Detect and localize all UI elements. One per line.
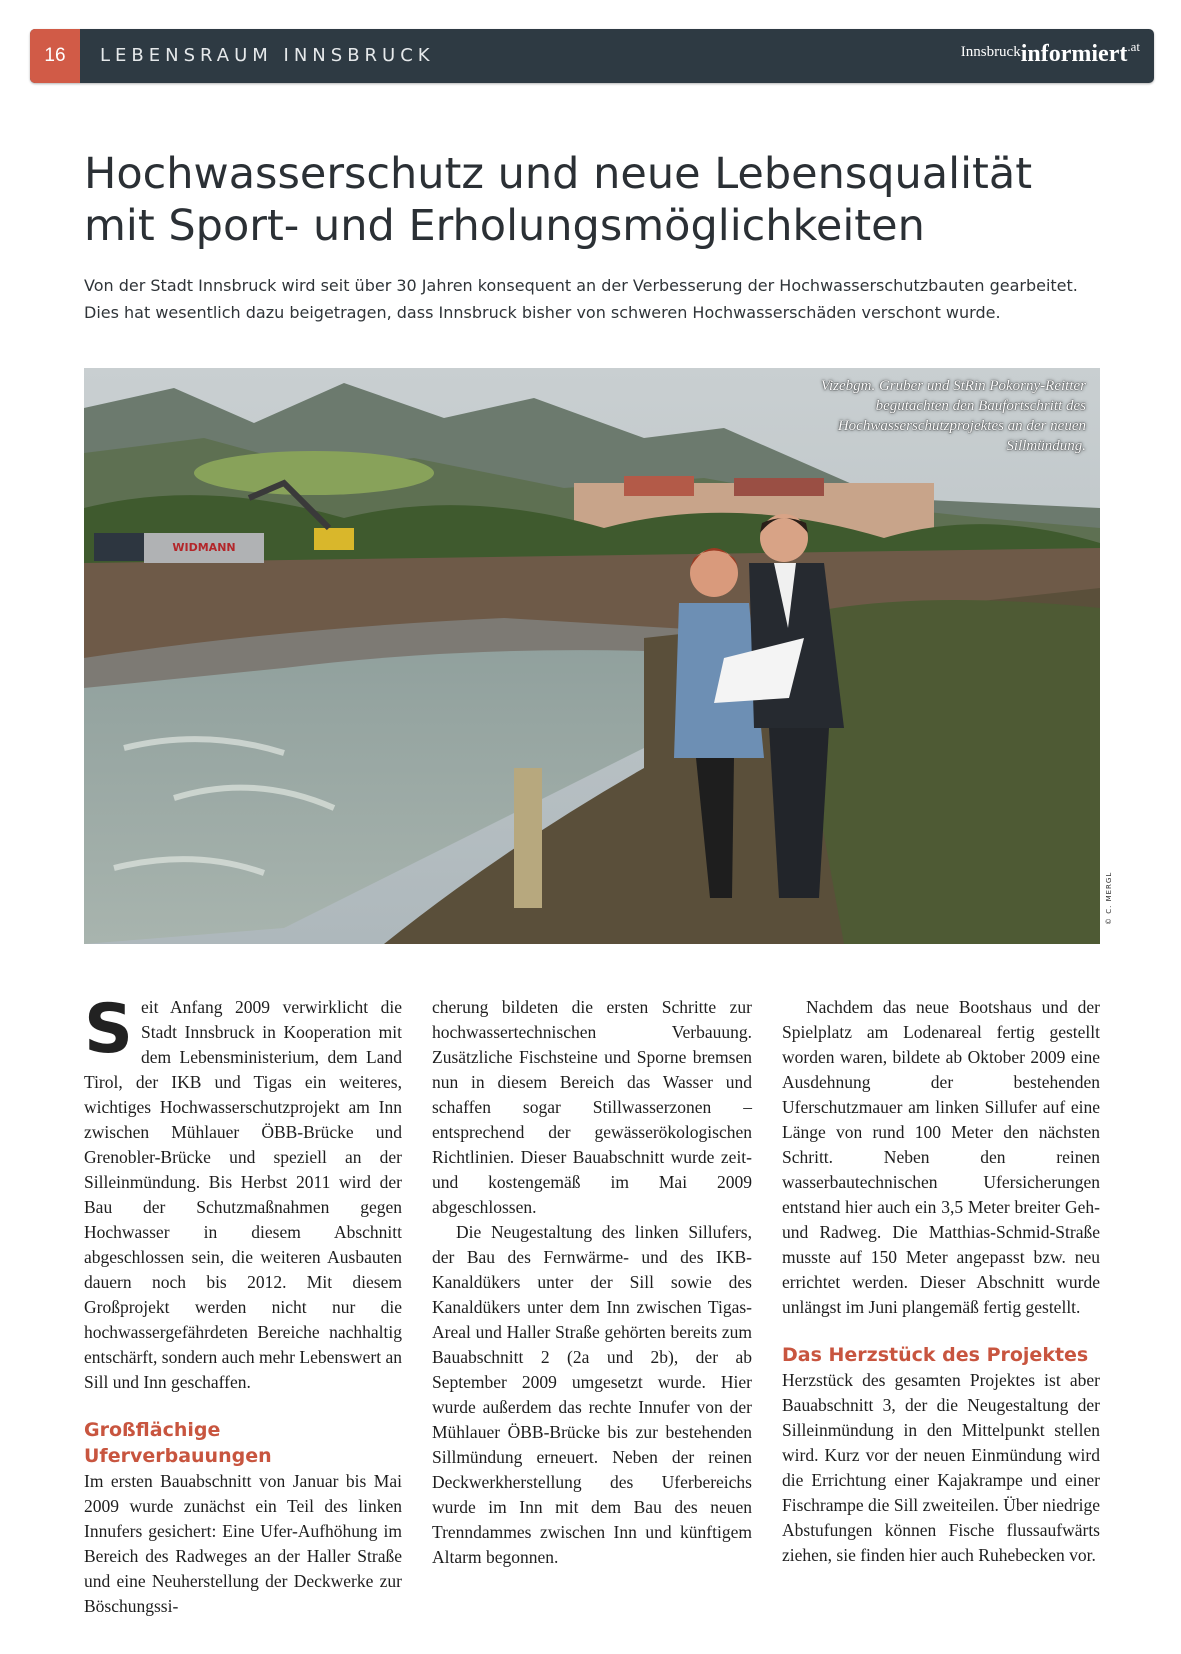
article-lead: Von der Stadt Innsbruck wird seit über 30 Jahren konsequent an der Verbesserung der Hochwasserschutzbauten gearbeitet. Dies hat wesentlich dazu beigetragen, dass Innsbruck bisher von schweren Hochwasserschäden verschont wurde. — [84, 276, 1078, 322]
tree-stump — [514, 768, 542, 908]
page-number: 16 — [30, 29, 80, 83]
subhead-herzstueck: Das Herzstück des Projektes — [782, 1344, 1089, 1366]
subhead-uferverbauungen: Großflächige Uferverbauungen — [84, 1419, 272, 1467]
col2-paragraph-2: Die Neugestaltung des linken Sillufers, der Bau des Fernwärme- und des IKB-Kanaldükers unter der Sill sowie des Kanaldükers unter dem Inn zwischen Tigas-Areal und Haller Straße gehörten bereits zum Bauabschnitt 2 (2a und 2b), der ab September 2009 umgesetzt wurde. Hier wurde außerdem das rechte Innufer von der Mühlauer ÖBB-Brücke bis zur bestehenden Sillmündung erneuert. Neben der reinen Deckwerkherstellung des Uferbereichs wurde im Inn mit dem Bau des neuen Trenndammes zwischen Inn und künftigem Altarm begonnen. — [432, 1222, 752, 1567]
excavator — [314, 528, 354, 550]
brand-suffix: .at — [1127, 39, 1140, 54]
brand-prefix: Innsbruck — [960, 44, 1021, 60]
brand-main: informiert — [1020, 41, 1128, 67]
drop-cap: S — [84, 990, 133, 1069]
col3-paragraph-1: Nachdem das neue Bootshaus und der Spielplatz am Lodenareal fertig gestellt worden waren, bildete ab Oktober 2009 eine Ausdehnung der bestehenden Uferschutzmauer am linken Sillufer auf eine Länge von rund 100 Meter den nächsten Schritt. Neben den reinen wasserbautechnischen Ufersicherungen entstand hier auch ein 3,5 Meter breiter Geh- und Radweg. Die Matthias-Schmid-Straße musste auf 150 Meter angepasst bzw. neu errichtet werden. Dieser Abschnitt wurde unlängst im Juni plangemäß fertig gestellt. — [782, 997, 1100, 1317]
meadow — [194, 451, 434, 495]
col1-paragraph-1: Seit Anfang 2009 verwirklicht die Stadt Innsbruck in Kooperation mit dem Lebensministerium, dem Land Tirol, der IKB und Tigas ein weiteres, wichtiges Hochwasserschutzprojekt am Inn zwischen Mühlauer ÖBB-Brücke und Grenobler-Brücke und speziell an der Silleinmündung. Bis Herbst 2011 wird der Bau der Schutzmaßnahmen gegen Hochwasser in diesem Abschnitt abgeschlossen sein, die weiteren Ausbauten dauern noch bis 2012. Mit diesem Großprojekt werden nicht nur die hochwassergefährdeten Bereiche nachhaltig entschärft, sondern auch mehr Lebenswert an Sill und Inn geschaffen. — [84, 990, 402, 1392]
text-column-2 — [432, 995, 752, 1570]
title-line-1: Hochwasserschutz und neue Lebensqualität — [84, 149, 1033, 199]
article-title — [84, 148, 1104, 252]
roof — [734, 478, 824, 496]
photo-credit: © C. MERGL — [1105, 871, 1113, 925]
header-bar — [30, 29, 1154, 83]
roof — [624, 476, 694, 496]
col1-paragraph-2: Im ersten Bauabschnitt von Januar bis Mai 2009 wurde zunächst ein Teil des linken Innufers gesichert: Eine Ufer-Aufhöhung im Bereich des Radweges an der Haller Straße und eine Neuherstellung der Deckwerke zur Böschungssi- — [84, 1471, 402, 1616]
truck-cab — [94, 533, 144, 561]
section-title: LEBENSRAUM INNSBRUCK — [100, 45, 435, 66]
photo-caption: Vizebgm. Gruber und StRin Pokorny-Reitter begutachten den Baufortschritt des Hochwasserschutzprojektes an der neuen Sillmündung. — [820, 378, 1086, 454]
truck-label: WIDMANN — [172, 541, 236, 554]
article-photo — [84, 368, 1100, 944]
col3-paragraph-2: Herzstück des gesamten Projektes ist aber Bauabschnitt 3, der die Neugestaltung der Silleinmündung in den Mittelpunkt stellen wird. Kurz vor der neuen Einmündung wird die Errichtung einer Kajakrampe und einer Fischrampe die Sill zweiteilen. Über niedrige Abstufungen können Fische flussaufwärts ziehen, sie finden hier auch Ruhebecken vor. — [782, 1370, 1100, 1565]
text-column-1 — [84, 990, 402, 1619]
col2-paragraph-1: cherung bildeten die ersten Schritte zur hochwassertechnischen Verbauung. Zusätzliche Fischsteine und Sporne bremsen nun in diesem Bereich das Wasser und schaffen sogar Stillwasserzonen – entsprechend der gewässerökologischen Richtlinien. Dieser Bauabschnitt wurde zeit- und kostengemäß im Mai 2009 abgeschlossen. — [432, 997, 752, 1217]
brand-logo — [961, 41, 1140, 71]
text-column-3 — [782, 995, 1100, 1568]
title-line-2: mit Sport- und Erholungsmöglichkeiten — [84, 201, 925, 251]
